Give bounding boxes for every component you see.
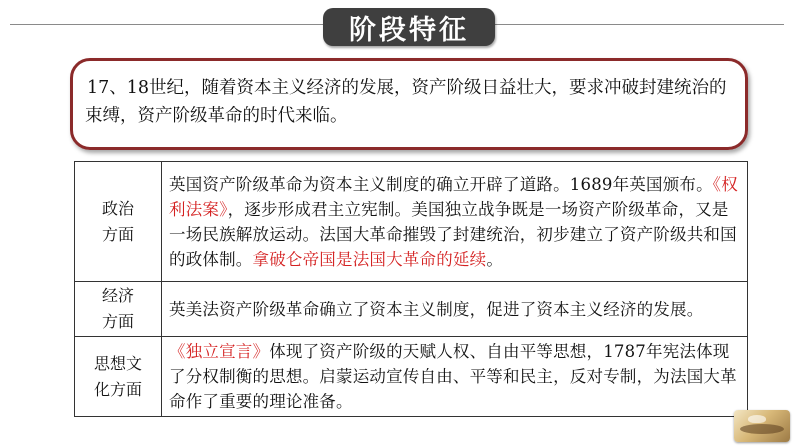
row-label-line: 思想文: [93, 353, 142, 373]
feature-table: [74, 161, 748, 417]
highlight-text: 拿破仑帝国是法国大革命的延续: [252, 249, 487, 269]
content-text: 体现了资产阶级的天赋人权、自由平等思想，1787年宪法体现了分权制衡的思想。启蒙运动宣传自由、平等和民主，反对专制，为法国大革命作了重要的理论准备。: [169, 342, 737, 411]
table-row-politics: [75, 162, 748, 282]
row-label-culture: [75, 337, 162, 417]
row-content-politics: [162, 162, 748, 282]
row-content-culture: [162, 337, 748, 417]
page-title: 阶段特征: [349, 14, 469, 46]
history-logo-icon: [734, 410, 790, 442]
row-label-line: 方面: [101, 224, 134, 244]
content-text: 。: [486, 249, 504, 269]
table-row-culture: [75, 337, 748, 417]
intro-text: 17、18世纪，随着资本主义经济的发展，资产阶级日益壮大，要求冲破封建统治的束缚，资产阶级革命的时代来临。: [85, 78, 727, 126]
row-content-economy: [162, 282, 748, 337]
row-label-line: 经济: [101, 286, 134, 305]
row-label-line: 政治: [101, 198, 134, 218]
row-label-economy: [75, 282, 162, 337]
title-area: [0, 0, 794, 50]
row-label-line: 方面: [101, 312, 134, 331]
title-banner: [323, 8, 495, 46]
table-row-economy: [75, 282, 748, 337]
content-text: 英国资产阶级革命为资本主义制度的确立开辟了道路。1689年英国颁布。: [169, 174, 713, 194]
highlight-text: 《权利法案》: [169, 174, 738, 219]
content-text: ，逐步形成君主立宪制。美国独立战争既是一场资产阶级革命，又是一场民族解放运动。法国大革命摧毁了封建统治，初步建立了资产阶级共和国的政体制。: [169, 199, 737, 269]
content-text: 英美法资产阶级革命确立了资本主义制度，促进了资本主义经济的发展。: [169, 299, 704, 319]
row-label-line: 化方面: [93, 379, 142, 399]
row-label-politics: [75, 162, 162, 282]
intro-box: [70, 58, 748, 150]
highlight-text: 《独立宣言》: [169, 342, 270, 361]
